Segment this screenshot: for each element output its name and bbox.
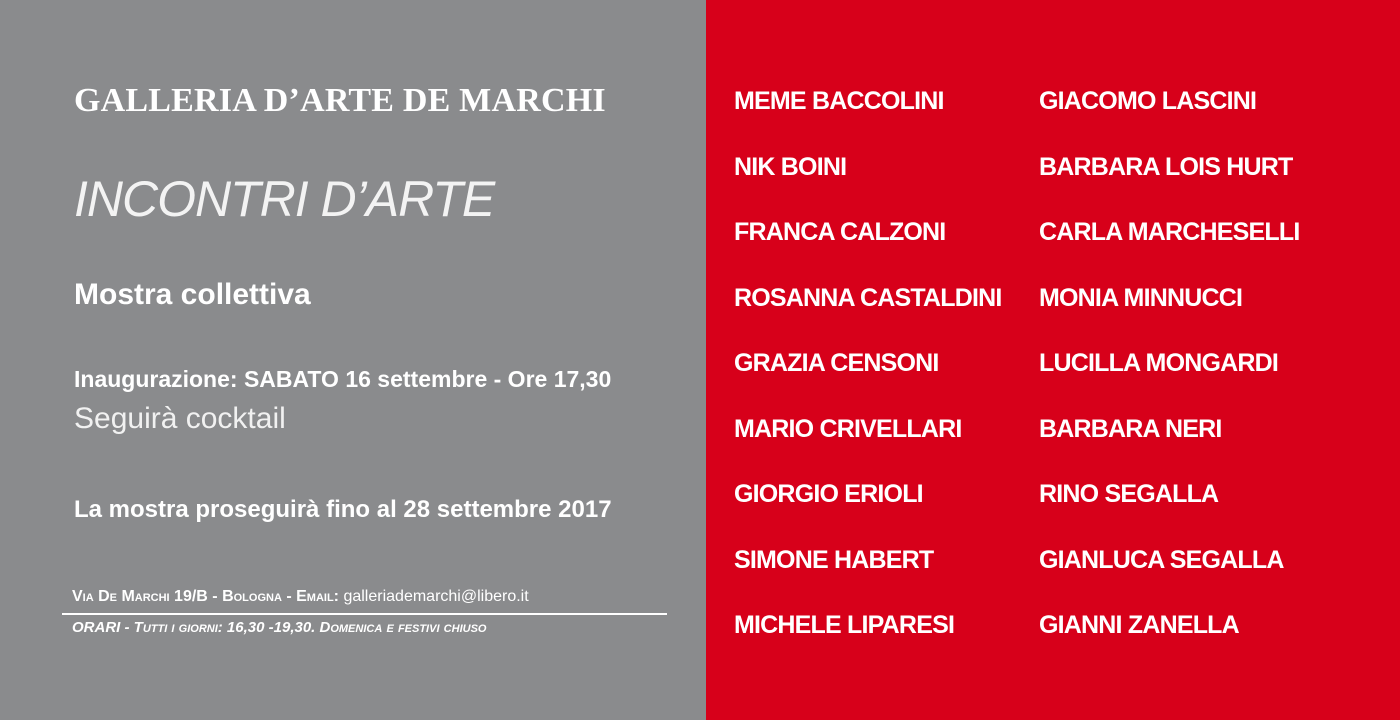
event-subtitle: Mostra collettiva	[74, 278, 311, 311]
artist-name: GIACOMO LASCINI	[1039, 87, 1257, 115]
address-text: Via De Marchi 19/B - Bologna - Email:	[72, 588, 344, 605]
artist-name: ROSANNA CASTALDINI	[734, 283, 1002, 312]
artist-name: LUCILLA MONGARDI	[1039, 349, 1279, 377]
artists-column-2	[1039, 84, 1299, 674]
artist-name: GIORGIO ERIOLI	[734, 480, 923, 508]
artist-name: MEME BACCOLINI	[734, 87, 944, 115]
closing-date: La mostra proseguirà fino al 28 settembre 2017	[74, 496, 612, 523]
artist-name: GRAZIA CENSONI	[734, 349, 939, 377]
email-link[interactable]: galleriademarchi@libero.it	[343, 588, 529, 605]
cocktail-note: Seguirà cocktail	[74, 402, 286, 435]
divider	[62, 613, 667, 615]
artists-panel	[706, 0, 1400, 720]
artist-name: MONIA MINNUCCI	[1039, 283, 1243, 312]
artist-name: GIANNI ZANELLA	[1039, 611, 1239, 639]
artist-name: CARLA MARCHESELLI	[1039, 218, 1300, 246]
artist-name: RINO SEGALLA	[1039, 480, 1219, 508]
opening-date: Inaugurazione: SABATO 16 settembre - Ore 17,30	[74, 366, 612, 392]
event-title: INCONTRI D’ARTE	[74, 171, 495, 227]
artist-name: FRANCA CALZONI	[734, 218, 946, 246]
artists-column-1	[734, 84, 1002, 674]
address-line	[72, 588, 529, 606]
artist-name: GIANLUCA SEGALLA	[1039, 545, 1284, 574]
opening-hours: ORARI - Tutti i giorni: 16,30 -19,30. Domenica e festivi chiuso	[72, 619, 487, 636]
artist-name: MICHELE LIPARESI	[734, 611, 955, 639]
artist-name: MARIO CRIVELLARI	[734, 414, 962, 443]
artist-name: BARBARA NERI	[1039, 414, 1222, 443]
artist-name: SIMONE HABERT	[734, 545, 934, 574]
artist-name: NIK BOINI	[734, 152, 847, 181]
artist-name: BARBARA LOIS HURT	[1039, 152, 1293, 181]
gallery-name: GALLERIA D’ARTE DE MARCHI	[74, 82, 606, 119]
